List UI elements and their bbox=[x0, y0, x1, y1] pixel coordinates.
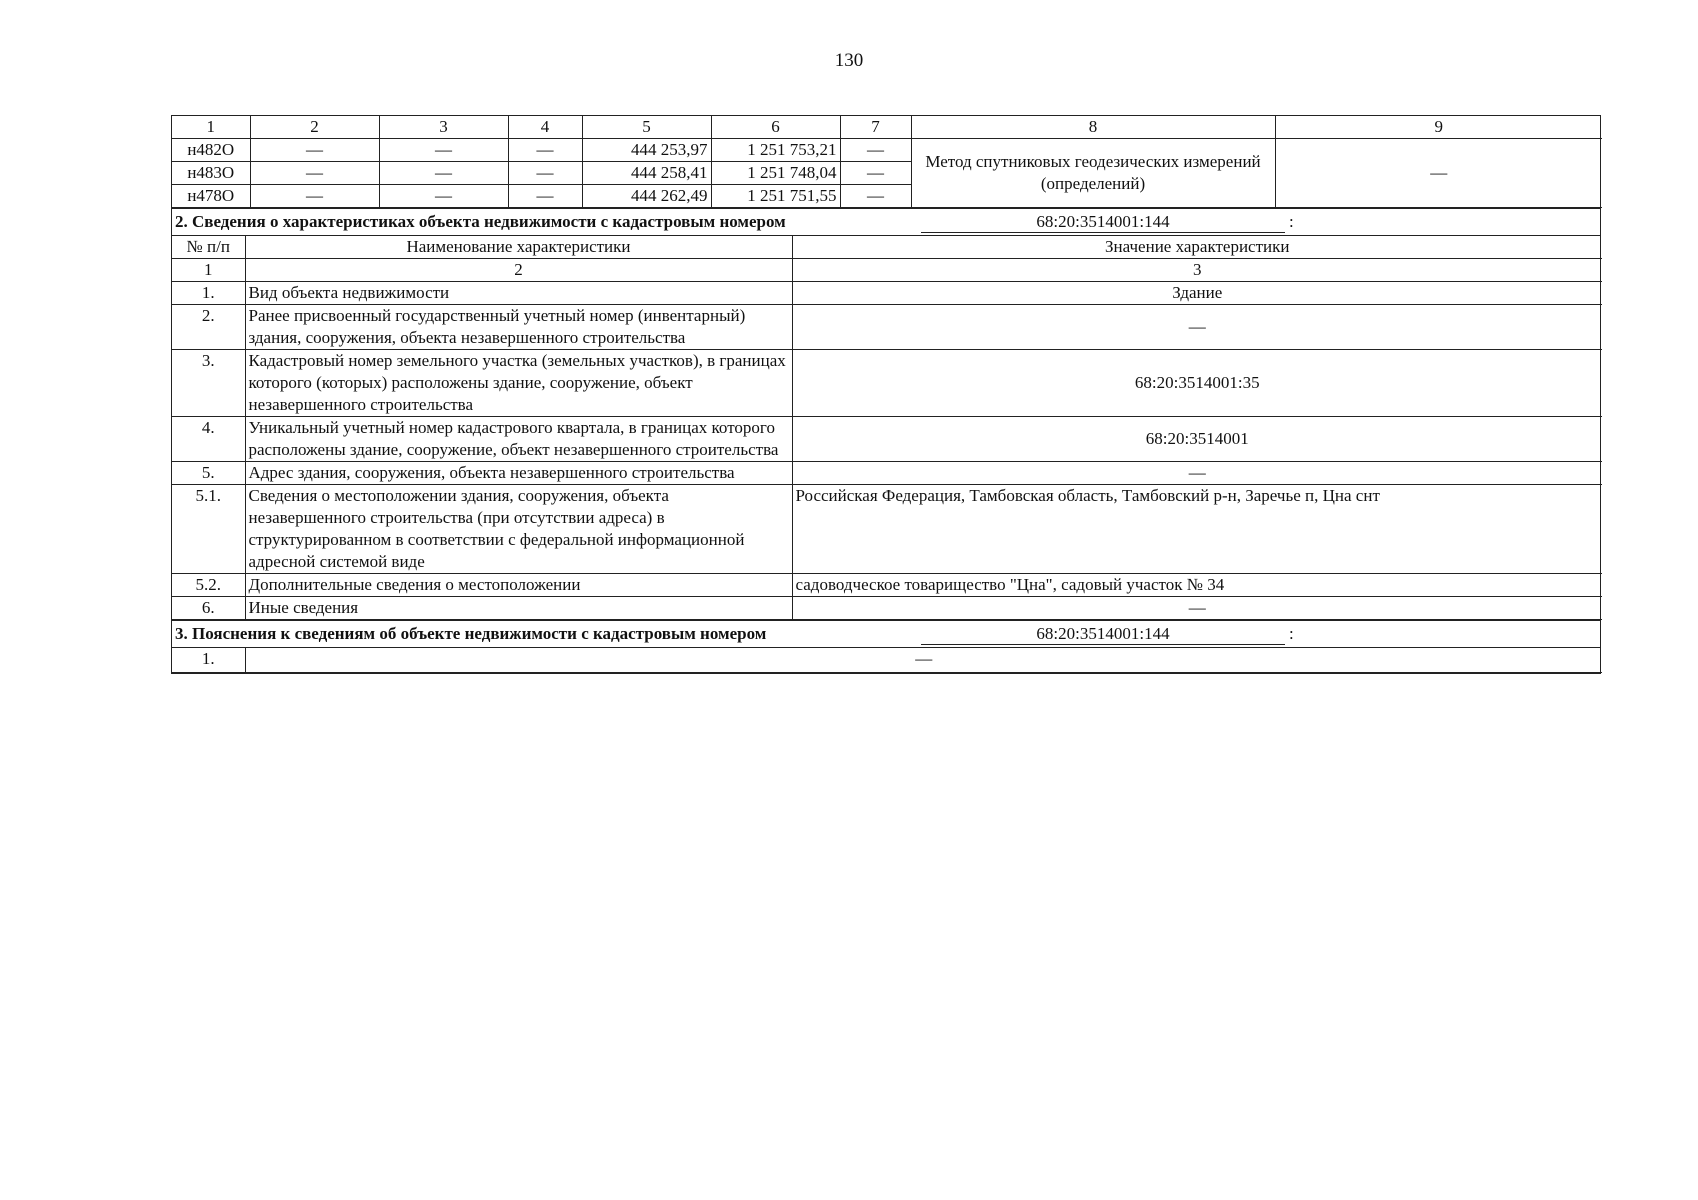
characteristic-value: 68:20:3514001:35 bbox=[792, 350, 1602, 417]
col-header-5: 5 bbox=[582, 116, 711, 139]
table-row bbox=[172, 139, 1602, 162]
characteristic-value: — bbox=[792, 597, 1602, 620]
coord-x: 444 258,41 bbox=[582, 162, 711, 185]
col-header-8: 8 bbox=[911, 116, 1275, 139]
section-3-title: 3. Пояснения к сведениям об объекте недвижимости с кадастровым номером bbox=[175, 624, 767, 643]
row-number: 5. bbox=[172, 462, 245, 485]
section-2-cadastral-number: 68:20:3514001:144 bbox=[921, 212, 1285, 233]
cell: — bbox=[250, 185, 379, 208]
characteristic-name: Уникальный учетный номер кадастрового квартала, в границах которого расположены здание, сооружение, объект незавершенного строительства bbox=[245, 417, 792, 462]
coord-x: 444 262,49 bbox=[582, 185, 711, 208]
section-2-title: 2. Сведения о характеристиках объекта недвижимости с кадастровым номером bbox=[175, 212, 786, 231]
cell: — bbox=[840, 185, 911, 208]
table-row bbox=[172, 597, 1602, 620]
coord-x: 444 253,97 bbox=[582, 139, 711, 162]
point-id: н482О bbox=[172, 139, 250, 162]
characteristic-value: — bbox=[792, 305, 1602, 350]
cell: — bbox=[508, 162, 582, 185]
col-header-6: 6 bbox=[711, 116, 840, 139]
col9-cell: — bbox=[1275, 139, 1602, 208]
col-header-3: 3 bbox=[379, 116, 508, 139]
characteristic-name: Кадастровый номер земельного участка (земельных участков), в границах которого (которых) расположены здание, сооружение, объект незавершенного строительства bbox=[245, 350, 792, 417]
row-number: 3. bbox=[172, 350, 245, 417]
characteristic-name: Дополнительные сведения о местоположении bbox=[245, 574, 792, 597]
explanations-table bbox=[172, 648, 1602, 673]
characteristic-value: садоводческое товарищество "Цна", садовый участок № 34 bbox=[792, 574, 1602, 597]
table-row bbox=[172, 574, 1602, 597]
characteristics-header-row bbox=[172, 236, 1602, 259]
section-3-colon: : bbox=[1289, 624, 1294, 643]
point-id: н483О bbox=[172, 162, 250, 185]
coord-y: 1 251 751,55 bbox=[711, 185, 840, 208]
method-cell: Метод спутниковых геодезических измерений (определений) bbox=[911, 139, 1275, 208]
cell: — bbox=[508, 185, 582, 208]
characteristics-index-row bbox=[172, 259, 1602, 282]
page-number: 130 bbox=[834, 50, 864, 71]
cell: — bbox=[840, 162, 911, 185]
row-number: 1. bbox=[172, 282, 245, 305]
characteristic-value: 68:20:3514001 bbox=[792, 417, 1602, 462]
header-value: Значение характеристики bbox=[792, 236, 1602, 259]
col-header-2: 2 bbox=[250, 116, 379, 139]
row-number: 2. bbox=[172, 305, 245, 350]
table-row bbox=[172, 462, 1602, 485]
characteristic-name: Вид объекта недвижимости bbox=[245, 282, 792, 305]
cell: — bbox=[508, 139, 582, 162]
table-row bbox=[172, 350, 1602, 417]
section-2-colon: : bbox=[1289, 212, 1294, 231]
table-row bbox=[172, 648, 1602, 673]
cell: — bbox=[379, 139, 508, 162]
coordinates-table bbox=[172, 116, 1602, 208]
table-row bbox=[172, 417, 1602, 462]
cell: — bbox=[840, 139, 911, 162]
row-number: 5.2. bbox=[172, 574, 245, 597]
header-num: № п/п bbox=[172, 236, 245, 259]
table-row bbox=[172, 282, 1602, 305]
row-number: 6. bbox=[172, 597, 245, 620]
col-header-7: 7 bbox=[840, 116, 911, 139]
coord-y: 1 251 753,21 bbox=[711, 139, 840, 162]
cell: — bbox=[379, 162, 508, 185]
section-3-cadastral-number: 68:20:3514001:144 bbox=[921, 624, 1285, 645]
table-row bbox=[172, 485, 1602, 574]
index-num: 1 bbox=[172, 259, 245, 282]
cadastral-document bbox=[171, 115, 1601, 674]
explanation-value: — bbox=[245, 648, 1602, 673]
cell: — bbox=[379, 185, 508, 208]
cell: — bbox=[250, 139, 379, 162]
characteristic-name: Ранее присвоенный государственный учетный номер (инвентарный) здания, сооружения, объекта незавершенного строительства bbox=[245, 305, 792, 350]
row-number: 5.1. bbox=[172, 485, 245, 574]
cell: — bbox=[250, 162, 379, 185]
row-number: 4. bbox=[172, 417, 245, 462]
point-id: н478О bbox=[172, 185, 250, 208]
coord-y: 1 251 748,04 bbox=[711, 162, 840, 185]
col-header-9: 9 bbox=[1275, 116, 1602, 139]
section-2-heading bbox=[172, 208, 1600, 236]
table-row bbox=[172, 305, 1602, 350]
characteristics-table bbox=[172, 236, 1602, 620]
coordinates-header-row bbox=[172, 116, 1602, 139]
characteristic-value: — bbox=[792, 462, 1602, 485]
characteristic-name: Иные сведения bbox=[245, 597, 792, 620]
index-name: 2 bbox=[245, 259, 792, 282]
characteristic-name: Адрес здания, сооружения, объекта незавершенного строительства bbox=[245, 462, 792, 485]
characteristic-value: Российская Федерация, Тамбовская область, Тамбовский р-н, Заречье п, Цна снт bbox=[792, 485, 1602, 574]
section-3-heading bbox=[172, 620, 1600, 648]
characteristic-name: Сведения о местоположении здания, сооружения, объекта незавершенного строительства (при отсутствии адреса) в структурированном в соответствии с федеральной информационной адресной системой виде bbox=[245, 485, 792, 574]
col-header-1: 1 bbox=[172, 116, 250, 139]
characteristic-value: Здание bbox=[792, 282, 1602, 305]
header-name: Наименование характеристики bbox=[245, 236, 792, 259]
row-number: 1. bbox=[172, 648, 245, 673]
index-value: 3 bbox=[792, 259, 1602, 282]
col-header-4: 4 bbox=[508, 116, 582, 139]
